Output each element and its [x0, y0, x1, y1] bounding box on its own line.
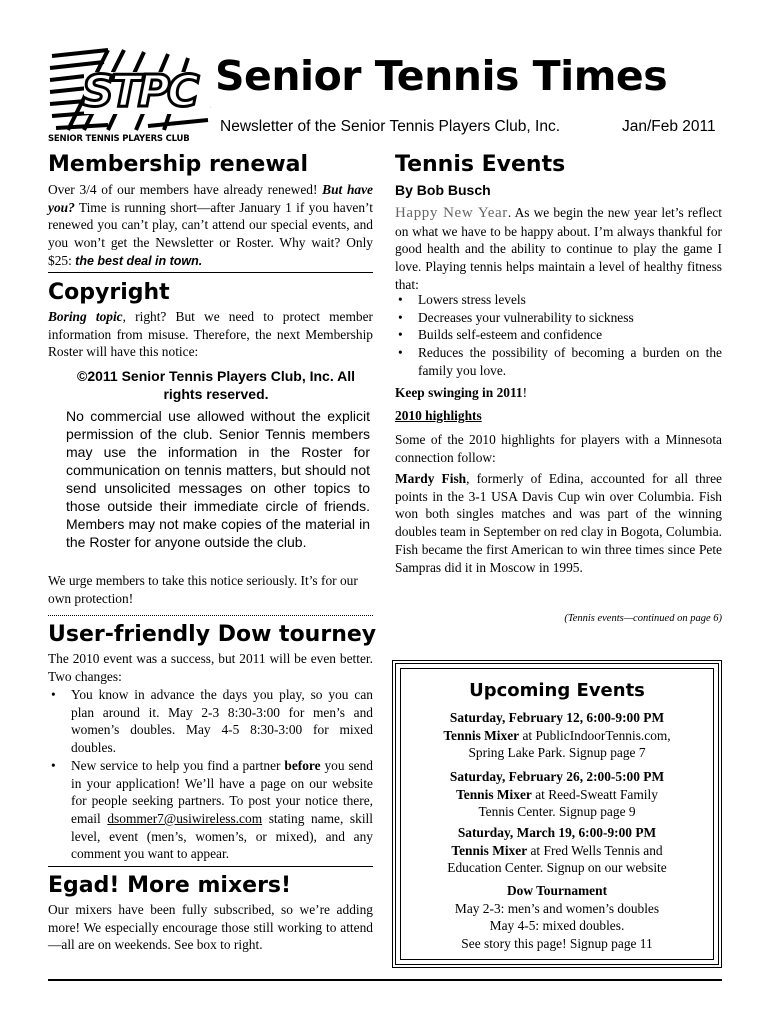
dow-intro: The 2010 event was a success, but 2011 will be even better. Two changes: [48, 651, 373, 684]
copyright-heading: Copyright [48, 280, 170, 305]
upcoming-events-heading: Upcoming Events [469, 680, 645, 701]
highlight-fish: Mardy Fish, formerly of Edina, accounted for all three points in the 3-1 USA Davis Cup win over Columbia. Fish won both singles matches and was part of the winning doubles team in September on red clay in Bogota, Columbia. Fish became the first American to win three times since Pete Sampras did it in Moscow in 1995. [395, 471, 722, 575]
list-item: • You know in advance the days you play, so you can plan around it. May 2-3 8:30-3:00 for men’s and women’s doubles. May 4-5 8:30-3:00 for mixed doubles. [48, 686, 373, 757]
copyright-closing: We urge members to take this notice seriously. It’s for our own protection! [48, 573, 358, 606]
highlights-intro: Some of the 2010 highlights for players with a Minnesota connection follow: [395, 432, 722, 465]
membership-text: Over 3/4 of our members have already renewed! But have you? Time is running short—after January 1 if you haven’t renewed you can’t play, can’t attend our special events, and you won’t get the Newsletter or Roster. Why wait? Only $25: the best deal in town. [48, 182, 373, 268]
copyright-notice-body: No commercial use allowed without the explicit permission of the club. Senior Tennis members may use the information in the Roster for communication on tennis matters, but should not send unsolicited messages on other topics to those outside their immediate circle of friends. Members may not make copies of the material in the Roster for anyone outside the club. [66, 408, 370, 550]
list-item: • New service to help you find a partner before you send in your application! We’ll have a page on our website for people seeking partners. To post your notice there, email dsommer7@usiwireless.com stating name, skill level, event (men’s, women’s, or mixed), and any comment you want to appear. [48, 757, 373, 863]
issue-date: Jan/Feb 2011 [622, 118, 716, 135]
logo-caption: SENIOR TENNIS PLAYERS CLUB [48, 134, 190, 144]
email-link[interactable]: dsommer7@usiwireless.com [107, 810, 263, 826]
copyright-intro: Boring topic, right? But we need to protect member information from misuse. Therefore, the next Membership Roster will have this notice: [48, 309, 373, 360]
mixers-text: Our mixers have been fully subscribed, so we’re adding more! We especially encourage those still working to attend—all are on weekends. See box to right. [48, 902, 373, 953]
mixers-heading: Egad! More mixers! [48, 873, 292, 898]
dow-changes-list [48, 686, 373, 863]
upcoming-events-box [392, 660, 722, 968]
event-item: Saturday, February 12, 6:00-9:00 PM Tennis Mixer at PublicIndoorTennis.com, Spring Lake Park. Signup page 7 [443, 710, 671, 761]
continued-note: (Tennis events—continued on page 6) [564, 613, 722, 624]
event-item: Saturday, February 26, 2:00-5:00 PM Tennis Mixer at Reed-Sweatt Family Tennis Center. Signup page 9 [449, 769, 665, 820]
copyright-notice-title: ©2011 Senior Tennis Players Club, Inc. All rights reserved. [77, 368, 355, 402]
section-divider [48, 272, 373, 273]
page-bottom-rule [48, 979, 722, 981]
logo-letters: STPC [82, 66, 197, 117]
club-logo [48, 46, 213, 146]
list-item: • Decreases your vulnerability to sickness [395, 309, 722, 327]
newsletter-title: Senior Tennis Times [215, 52, 668, 100]
newsletter-subtitle: Newsletter of the Senior Tennis Players Club, Inc. [220, 118, 561, 135]
section-divider [48, 866, 373, 867]
section-divider [48, 615, 373, 616]
list-item: • Builds self-esteem and confidence [395, 326, 722, 344]
byline: By Bob Busch [395, 182, 491, 198]
list-item: • Lowers stress levels [395, 291, 722, 309]
keep-swinging: Keep swinging in 2011! [395, 385, 528, 400]
list-item: • Reduces the possibility of becoming a burden on the family you love. [395, 344, 722, 379]
event-item: Dow Tournament May 2-3: men’s and women’s doubles May 4-5: mixed doubles. See story this page! Signup page 11 [454, 883, 660, 952]
tennis-events-heading: Tennis Events [395, 152, 566, 177]
events-intro: Happy New Year. As we begin the new year let’s reflect on what we have to be happy about. I’m always thankful for good health and the ability to continue to play the game I love. Playing tennis helps maintain a level of healthy fitness that: [395, 205, 722, 292]
dow-heading: User-friendly Dow tourney [48, 622, 377, 647]
fitness-benefits-list [395, 291, 722, 380]
event-item: Saturday, March 19, 6:00-9:00 PM Tennis Mixer at Fred Wells Tennis and Education Center. Signup on our website [447, 825, 667, 876]
membership-heading: Membership renewal [48, 152, 309, 177]
highlights-heading: 2010 highlights [395, 408, 482, 423]
